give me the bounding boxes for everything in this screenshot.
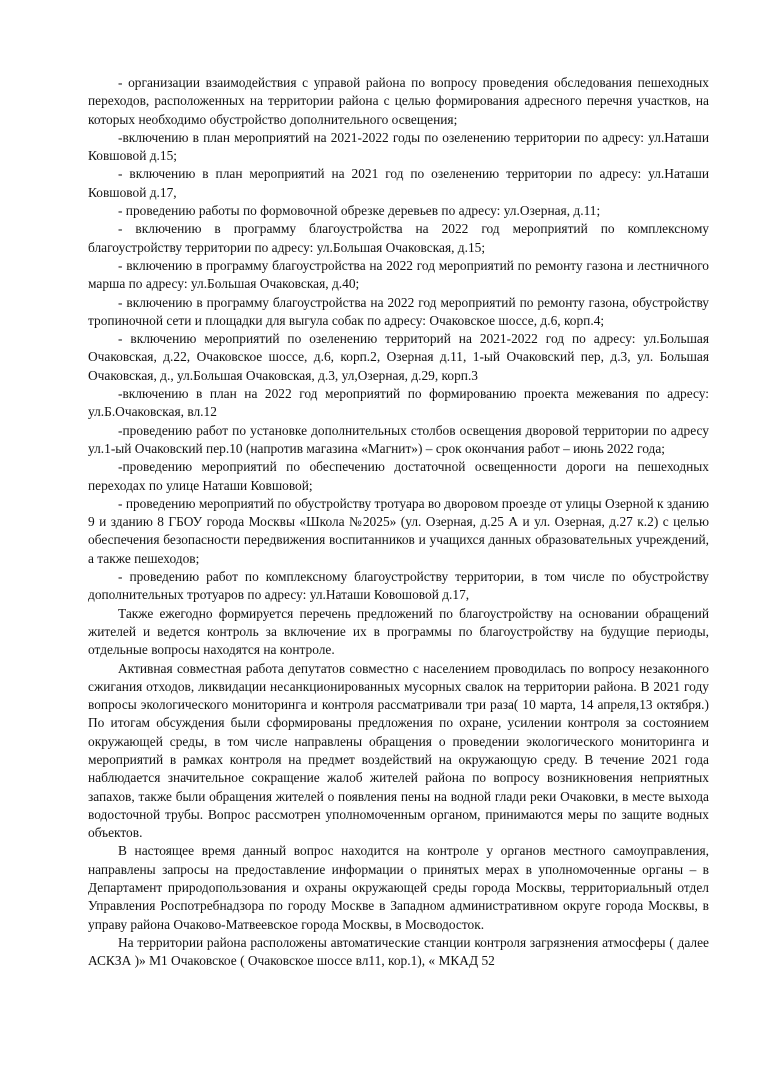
paragraph-17: На территории района расположены автоматические станции контроля загрязнения атмосферы ( далее АСКЗА )» М1 Очаковское ( Очаковское шоссе вл11, кор.1), « МКАД 52 — [88, 934, 709, 969]
paragraph-4: - проведению работы по формовочной обрезке деревьев по адресу: ул.Озерная, д.11; — [118, 203, 601, 219]
paragraph-5: - включению в программу благоустройства на 2022 год мероприятий по комплексному благоустройству территории по адресу: ул.Большая Очаковская, д.15; — [88, 221, 709, 255]
paragraph-8: - включению мероприятий по озеленению территорий на 2021-2022 год по адресу: ул.Большая Очаковская, д.22, Очаковское шоссе, д.6, корп.2, Озерная д.11, 1-ый Очаковский пер, д.3, ул. Большая Очаковская, д., ул.Большая Очаковская, д.3, ул,Озерная, д.29, корп.3 — [88, 331, 709, 383]
paragraph-14: Также ежегодно формируется перечень предложений по благоустройству на основании обращений жителей и ведется контроль за включение их в программы по благоустройству на будущие периоды, отдельные вопросы находятся на контроле. — [88, 605, 709, 658]
paragraph-6: - включению в программу благоустройства на 2022 год мероприятий по ремонту газона и лестничного марша по адресу: ул.Большая Очаковская, д.40; — [88, 257, 709, 292]
paragraph-12: - проведению мероприятий по обустройству тротуара во дворовом проезде от улицы Озерной к зданию 9 и зданию 8 ГБОУ города Москвы «Школа №2025» (ул. Озерная, д.25 А и ул. Озерная, д.27 к.2) с целью обеспечения безопасности передвижения воспитанников и учащихся данных образовательных учреждений, а также пешеходов; — [88, 495, 709, 566]
paragraph-2: -включению в план мероприятий на 2021-2022 годы по озеленению территории по адресу: ул.Наташи Ковшовой д.15; — [88, 129, 709, 164]
paragraph-3: - включению в план мероприятий на 2021 год по озеленению территории по адресу: ул.Наташи Ковшовой д.17, — [88, 166, 709, 200]
paragraph-9: -включению в план на 2022 год мероприятий по формированию проекта межевания по адресу: ул.Б.Очаковская, вл.12 — [88, 386, 709, 420]
paragraph-1: - организации взаимодействия с управой района по вопросу проведения обследования пешеходных переходов, расположенных на территории района с целью формирования адресного перечня участков, на которых необходимо обустройство дополнительного освещения; — [88, 75, 709, 127]
paragraph-15: Активная совместная работа депутатов совместно с населением проводилась по вопросу незаконного сжигания отходов, ликвидации несанкционированных мусорных свалок на территории района. В 2021 году вопросы экологического мониторинга и контроля рассматривали три раза( 10 марта, 14 апреля,13 октября.) По итогам обсуждения были сформированы предложения по охране, усилении контроля за состоянием окружающей среды, в том числе направлены обращения о проведении экологического мониторинга и мероприятий в рамках контроля на предмет воздействий на окружающую среду. В течение 2021 года наблюдается значительное сокращение жалоб жителей района по вопросу возникновения неприятных запахов, также были обращения жителей о появления пены на водной глади реки Очаковки, в месте выхода водосточной трубы. Вопрос рассмотрен уполномоченным органом, принимаются меры по защите водных объектов. — [88, 660, 709, 841]
document-body — [88, 74, 709, 971]
paragraph-11: -проведению мероприятий по обеспечению достаточной освещенности дороги на пешеходных переходах по улице Наташи Ковшовой; — [88, 459, 709, 493]
paragraph-13: - проведению работ по комплексному благоустройству территории, в том числе по обустройству дополнительных тротуаров по адресу: ул.Наташи Ковошовой д.17, — [88, 569, 709, 603]
paragraph-7: - включению в программу благоустройства на 2022 год мероприятий по ремонту газона, обустройству тропиночной сети и площадки для выгула собак по адресу: Очаковское шоссе, д.6, корп.4; — [88, 294, 709, 328]
paragraph-16: В настоящее время данный вопрос находится на контроле у органов местного самоуправления, направлены запросы на предоставление информации о принятых мерах в уполномоченные органы – в Департамент природопользования и охраны окружающей среды города Москвы, территориальный отдел Управления Роспотребнадзора по городу Москве в Западном административном округе города Москвы, в управу района Очаково-Матвеевское города Москвы, в Мосводосток. — [88, 843, 709, 932]
paragraph-10: -проведению работ по установке дополнительных столбов освещения дворовой территории по адресу ул.1-ый Очаковский пер.10 (напротив магазина «Магнит») – срок окончания работ – июнь 2022 года; — [88, 422, 709, 456]
